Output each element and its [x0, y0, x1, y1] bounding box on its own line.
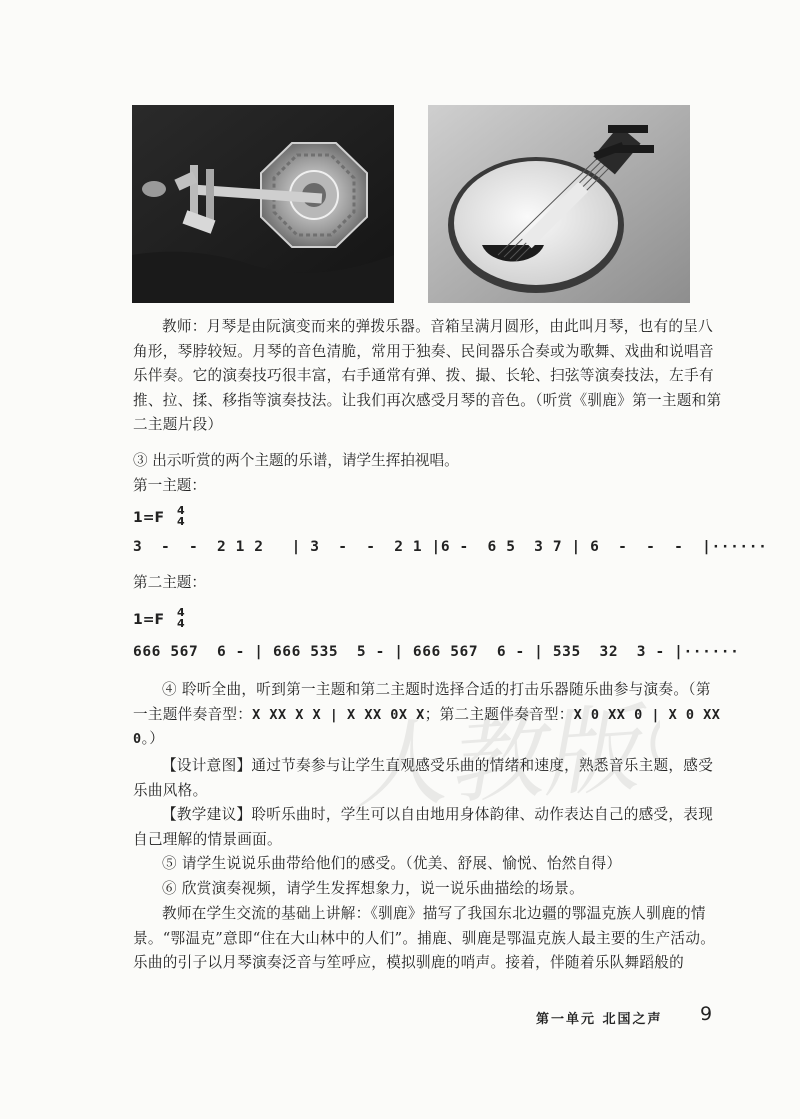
step-4-paragraph: ④ 聆听全曲，听到第一主题和第二主题时选择合适的打击乐器随乐曲参与演奏。（第一主题伴奏音型：X XX X X | X XX 0X X；第二主题伴奏音型：X 0 XX 0 | X 0 XX 0。） [133, 681, 721, 747]
theme-two-key: 1=F [133, 612, 165, 628]
theme-two-rhythm: X 0 XX 0 | X 0 XX 0 [133, 706, 721, 747]
svg-text:人教版®: 人教版® [346, 686, 660, 825]
round-yueqin-photo [428, 105, 690, 303]
step-3-text: ③ 出示听赏的两个主题的乐谱，请学生挥拍视唱。 [133, 452, 459, 469]
design-intent-paragraph: 【设计意图】通过节奏参与让学生直观感受乐曲的情绪和速度，熟悉音乐主题，感受乐曲风格。 [133, 757, 714, 799]
theme-two-notation: 666 567 6 - | 666 535 5 - | 666 567 6 - | 535 32 3 - |······ [133, 644, 740, 660]
teaching-suggestion-paragraph: 【教学建议】聆听乐曲时，学生可以自由地用身体韵律、动作表达自己的感受，表现自己理解的情景画面。 [133, 806, 714, 848]
theme-one-notation: 3 - - 2 1 2 | 3 - - 2 1 |6 - 6 5 3 7 | 6 - - - |······ [133, 539, 768, 555]
teacher-yueqin-paragraph: 教师：月琴是由阮演变而来的弹拨乐器。音箱呈满月圆形，由此叫月琴，也有的呈八角形，琴脖较短。月琴的音色清脆，常用于独奏、民间器乐合奏或为歌舞、戏曲和说唱音乐伴奏。它的演奏技巧很丰富，右手通常有弹、拨、撮、长轮、扫弦等演奏技法，左手有推、拉、揉、移指等演奏技法。让我们再次感受月琴的音色。（听赏《驯鹿》第一主题和第二主题片段） [133, 318, 722, 433]
octagonal-yueqin-photo [132, 105, 394, 303]
theme-one-rhythm: X XX X X | X XX 0X X [252, 706, 425, 723]
theme-one-label: 第一主题： [133, 477, 206, 494]
theme-one-key: 1=F [133, 510, 165, 526]
step-5-text: ⑤ 请学生说说乐曲带给他们的感受。（优美、舒展、愉悦、怡然自得） [162, 855, 622, 872]
page-number: 9 [700, 1003, 713, 1025]
theme-two-time-signature: 4 4 [177, 606, 185, 630]
theme-two-label: 第二主题： [133, 574, 206, 591]
teaching-suggestion-label: 【教学建议】 [162, 806, 252, 823]
unit-footer: 第一单元 北国之声 [536, 1012, 663, 1027]
theme-one-time-signature: 4 4 [177, 504, 185, 528]
teacher-explanation-paragraph: 教师在学生交流的基础上讲解：《驯鹿》描写了我国东北边疆的鄂温克族人驯鹿的情景。“鄂温克”意即“住在大山林中的人们”。捕鹿、驯鹿是鄂温克族人最主要的生产活动。乐曲的引子以月琴演奏泛音与笙呼应，模拟驯鹿的哨声。接着，伴随着乐队舞蹈般的 [133, 905, 716, 971]
design-intent-label: 【设计意图】 [162, 757, 252, 774]
step-6-text: ⑥ 欣赏演奏视频，请学生发挥想象力，说一说乐曲描绘的场景。 [162, 880, 584, 897]
